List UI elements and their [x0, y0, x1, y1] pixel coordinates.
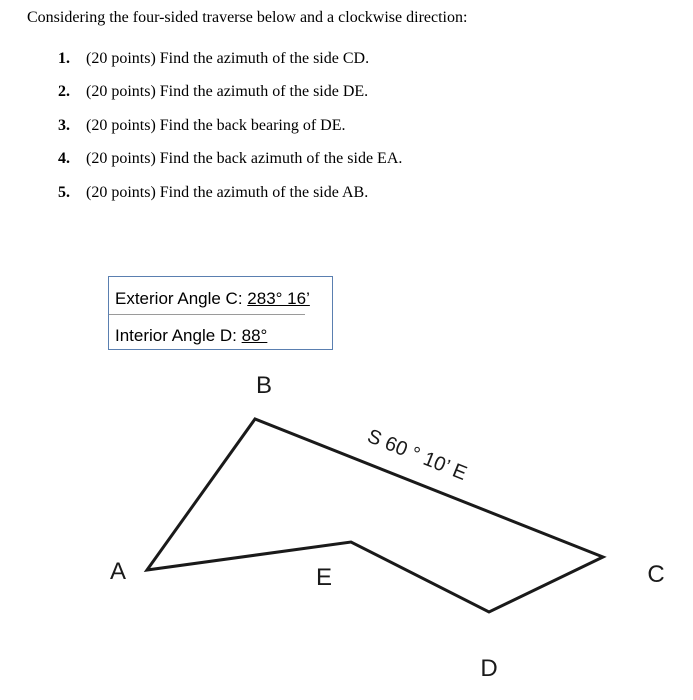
problem-intro: Considering the four-sided traverse below and a clockwise direction: — [27, 9, 468, 26]
vertex-label-e: E — [315, 564, 333, 591]
exterior-angle-value: 283° 16’ — [247, 289, 310, 308]
question-number: 2. — [58, 83, 70, 101]
question-text: (20 points) Find the azimuth of the side AB. — [86, 183, 369, 201]
exterior-angle-label: Exterior Angle C: — [115, 289, 248, 308]
bearing-label-bc: S 60 ° 10’ E — [364, 425, 470, 486]
question-text: (20 points) Find the azimuth of the side CD. — [86, 50, 370, 67]
question-number: 5. — [58, 183, 70, 201]
vertex-label-d: D — [480, 655, 498, 682]
question-text: (20 points) Find the back bearing of DE. — [86, 116, 346, 134]
interior-angle-value: 88° — [241, 326, 268, 345]
question-number: 3. — [58, 116, 70, 134]
vertex-label-c: C — [647, 561, 665, 588]
question-number: 4. — [58, 150, 70, 168]
question-text: (20 points) Find the back azimuth of the side EA. — [86, 150, 403, 168]
vertex-label-b: B — [255, 372, 273, 399]
question-text: (20 points) Find the azimuth of the side DE. — [86, 83, 369, 101]
vertex-label-a: A — [109, 558, 127, 585]
question-number: 1. — [58, 50, 70, 67]
interior-angle-label: Interior Angle D: — [115, 326, 242, 345]
